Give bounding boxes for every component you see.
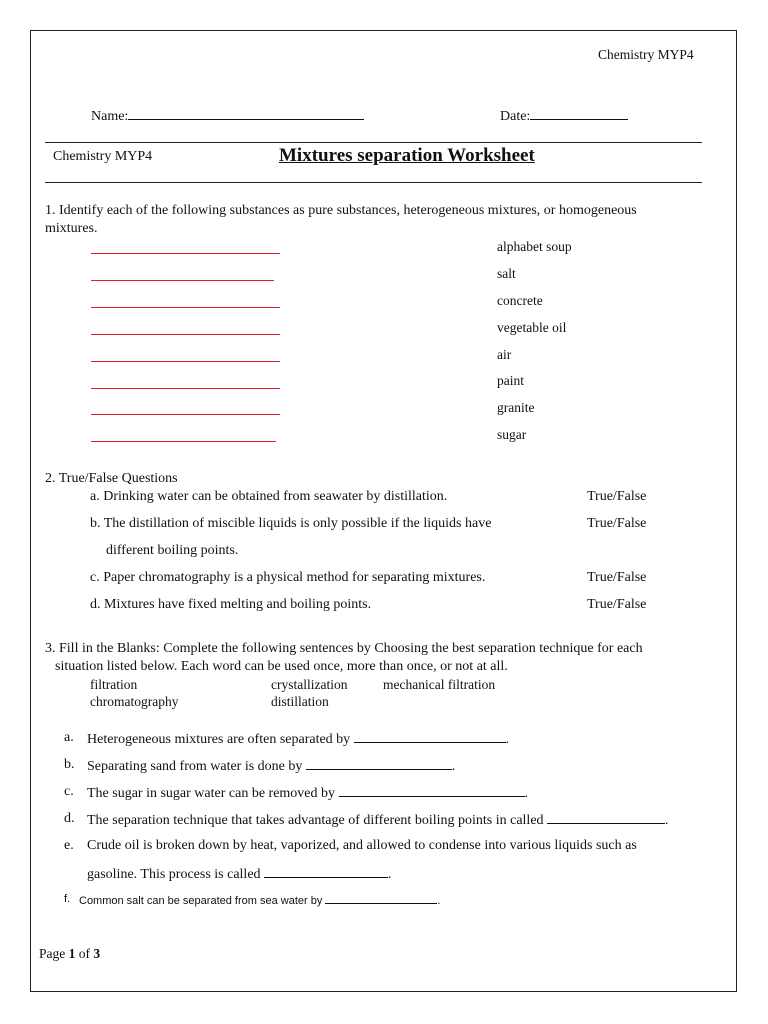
q3-sentence-c: The sugar in sugar water can be removed by . [87, 786, 529, 801]
q3-blank-f[interactable] [325, 893, 437, 904]
page-number: Page 1 of 3 [39, 946, 101, 961]
q1-answer-line[interactable] [91, 361, 280, 362]
q3-blank-b[interactable] [306, 757, 452, 770]
q1-item: salt [497, 266, 516, 281]
q3-letter-f: f. [64, 893, 71, 905]
q2-true-false-d[interactable]: True/False [587, 597, 647, 612]
q2-statement-c: c. Paper chromatography is a physical method for separating mixtures. [90, 570, 486, 585]
q2-true-false-a[interactable]: True/False [587, 489, 647, 504]
q1-prompt-line2: mixtures. [45, 221, 98, 236]
q3-sentence-a: Heterogeneous mixtures are often separated by . [87, 732, 510, 747]
date-field-label: Date: [500, 107, 628, 125]
q3-sentence-e-line1: Crude oil is broken down by heat, vaporized, and allowed to condense into various liquids such as [87, 838, 637, 853]
word-bank-item: chromatography [90, 694, 179, 709]
q3-letter-c: c. [64, 784, 74, 799]
q3-sentence-e-line2: gasoline. This process is called . [87, 867, 392, 882]
word-bank-item: crystallization [271, 677, 348, 692]
q1-item: paint [497, 373, 524, 388]
q2-statement-b-line1: b. The distillation of miscible liquids is only possible if the liquids have [90, 516, 492, 531]
q3-sentence-f: Common salt can be separated from sea water by . [79, 895, 441, 907]
q2-statement-b-line2: different boiling points. [106, 543, 239, 558]
worksheet-page [30, 30, 737, 992]
q1-item: granite [497, 400, 535, 415]
q1-item: vegetable oil [497, 320, 567, 335]
q1-answer-line[interactable] [91, 414, 280, 415]
q1-answer-line[interactable] [91, 280, 274, 281]
q1-item: concrete [497, 293, 543, 308]
q3-blank-a[interactable] [354, 730, 506, 743]
word-bank-item: mechanical filtration [383, 677, 496, 692]
q3-blank-c[interactable] [339, 784, 525, 797]
q3-letter-e: e. [64, 838, 74, 853]
course-label-top: Chemistry MYP4 [598, 47, 694, 62]
word-bank-item: distillation [271, 694, 329, 709]
q1-item: sugar [497, 427, 527, 442]
name-field-label: Name: [91, 107, 364, 125]
q1-answer-line[interactable] [91, 253, 280, 254]
q2-true-false-c[interactable]: True/False [587, 570, 647, 585]
q2-heading: 2. True/False Questions [45, 471, 178, 486]
q3-blank-e[interactable] [264, 865, 388, 878]
q3-letter-d: d. [64, 811, 75, 826]
date-blank[interactable] [530, 107, 628, 120]
q3-letter-a: a. [64, 730, 74, 745]
q3-prompt-line1: 3. Fill in the Blanks: Complete the following sentences by Choosing the best separation technique for each [45, 641, 643, 656]
q2-true-false-b[interactable]: True/False [587, 516, 647, 531]
course-label-left: Chemistry MYP4 [53, 149, 153, 164]
name-blank[interactable] [128, 107, 364, 120]
q1-answer-line[interactable] [91, 334, 280, 335]
q1-item: alphabet soup [497, 239, 572, 254]
q1-answer-line[interactable] [91, 307, 280, 308]
q1-answer-line[interactable] [91, 388, 280, 389]
divider-bottom [45, 182, 702, 183]
q3-letter-b: b. [64, 757, 75, 772]
q2-statement-a: a. Drinking water can be obtained from seawater by distillation. [90, 489, 448, 504]
q3-blank-d[interactable] [547, 811, 665, 824]
divider-top [45, 142, 702, 143]
q3-sentence-d: The separation technique that takes advantage of different boiling points in called . [87, 813, 669, 828]
q1-item: air [497, 347, 512, 362]
q3-sentence-b: Separating sand from water is done by . [87, 759, 456, 774]
word-bank-item: filtration [90, 677, 138, 692]
q3-prompt-line2: situation listed below. Each word can be used once, more than once, or not at all. [55, 659, 508, 674]
q2-statement-d: d. Mixtures have fixed melting and boiling points. [90, 597, 372, 612]
q1-answer-line[interactable] [91, 441, 276, 442]
page-title: Mixtures separation Worksheet [279, 145, 535, 166]
q1-prompt-line1: 1. Identify each of the following substances as pure substances, heterogeneous mixtures, or homogeneous [45, 203, 637, 218]
